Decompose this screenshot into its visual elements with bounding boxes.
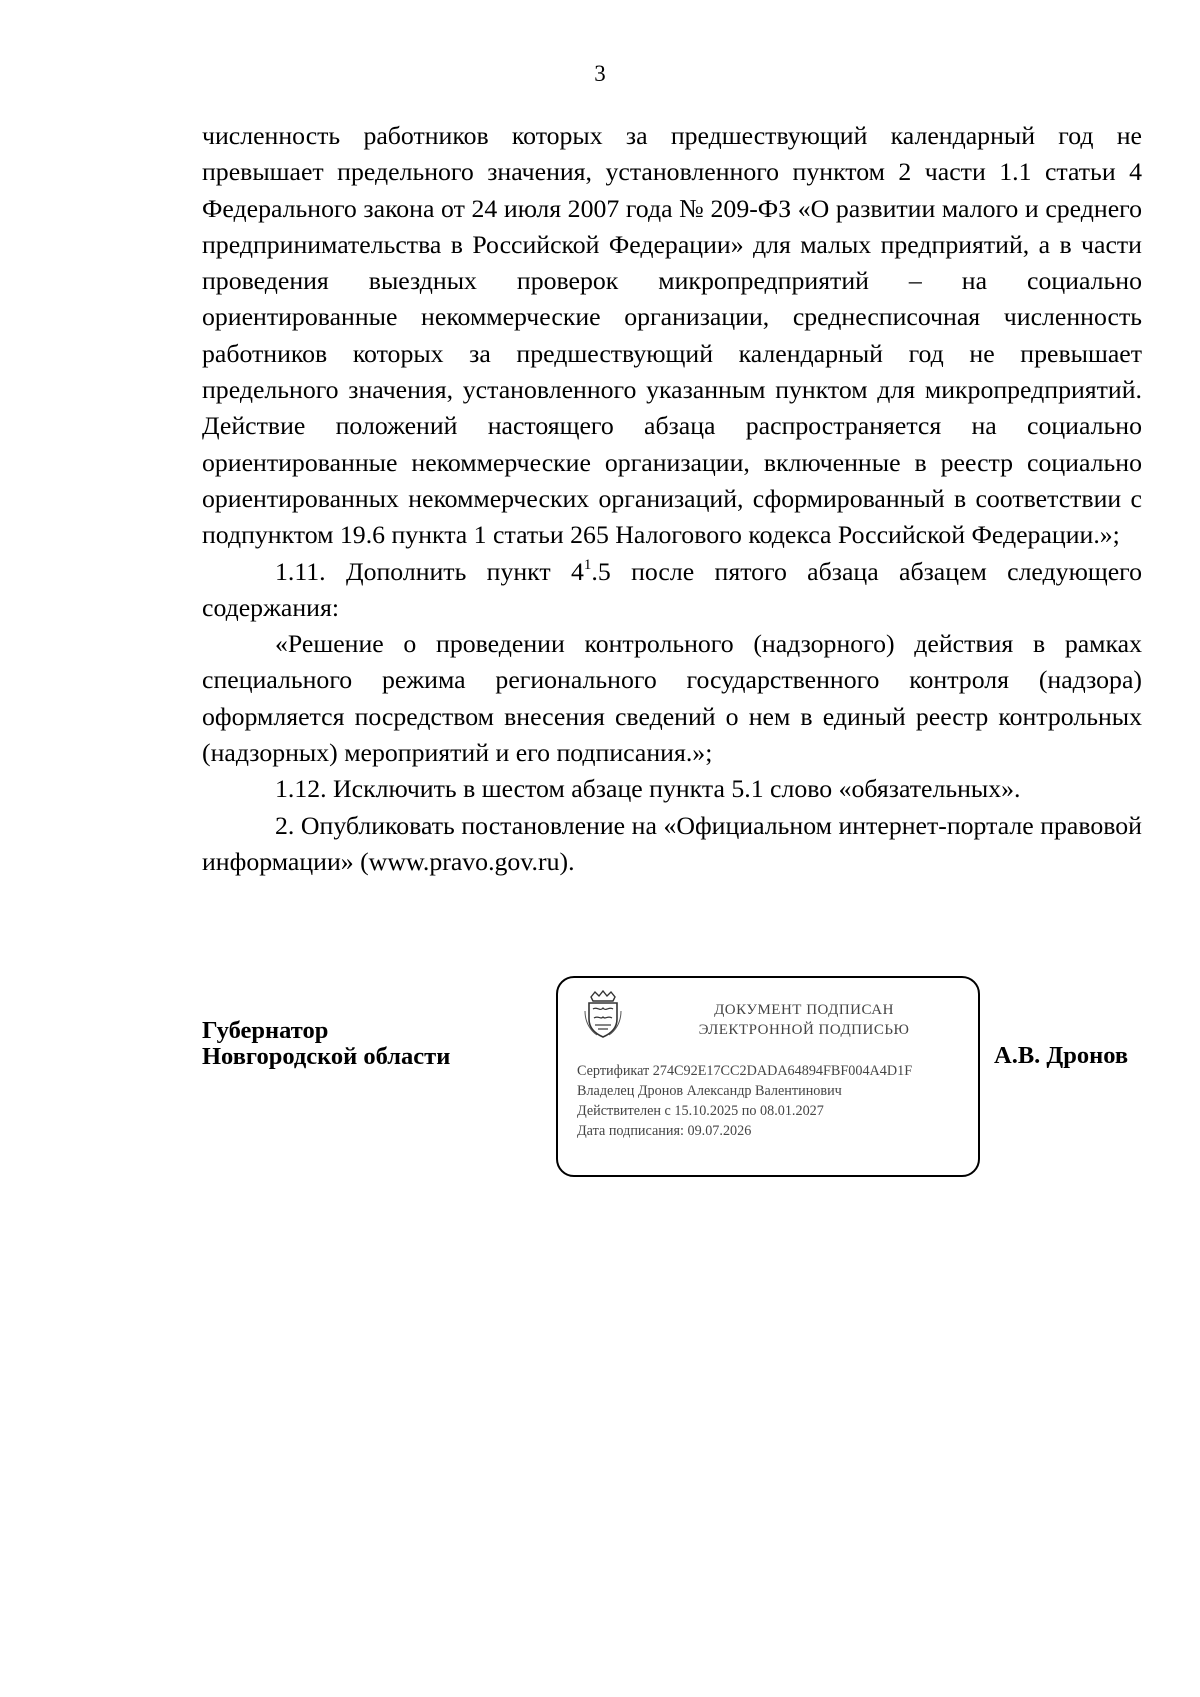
item-1-11-after: .5 после пятого абзаца абзацем следующего содержания: — [202, 556, 1142, 622]
page-number: 3 — [594, 61, 606, 86]
item-1-11-before: 1.11. Дополнить пункт 4 — [275, 556, 584, 586]
item-1-12: 1.12. Исключить в шестом абзаце пункта 5.1 слово «обязательных». — [275, 774, 1021, 804]
stamp-certificate: Сертификат 274C92E17CC2DADA64894FBF004A4D1F — [577, 1063, 913, 1079]
signatory-title-line1: Губернатор — [202, 1017, 329, 1044]
signatory-title-line2: Новгородской области — [202, 1043, 451, 1070]
item-2: 2. Опубликовать постановление на «Официальном интернет-портале правовой информации» (www.pravo.gov.ru). — [202, 810, 1142, 876]
stamp-signed-date: Дата подписания: 09.07.2026 — [577, 1123, 752, 1139]
novgorod-coat-of-arms-icon — [583, 989, 623, 1039]
stamp-validity: Действителен с 15.10.2025 по 08.01.2027 — [577, 1103, 824, 1119]
signatory-title — [202, 1018, 450, 1070]
stamp-heading — [638, 1000, 970, 1040]
stamp-details — [577, 1061, 972, 1141]
stamp-owner: Владелец Дронов Александр Валентинович — [577, 1083, 842, 1099]
document-body — [202, 118, 1142, 880]
signatory-name: А.В. Дронов — [994, 1042, 1129, 1069]
stamp-heading-line1: ДОКУМЕНТ ПОДПИСАН — [714, 1002, 894, 1018]
paragraph-continuation: численность работников которых за предшествующий календарный год не превышает предельного значения, установленного пунктом 2 части 1.1 статьи 4 Федерального закона от 24 июля 2007 года № 209-ФЗ «О развитии малого и среднего предпринимательства в Российской Федерации» для малых предприятий, а в части проведения выездных проверок микропредприятий – на социально ориентированные некоммерческие организации, среднесписочная численность работников которых за предшествующий календарный год не превышает предельного значения, установленного указанным пунктом для микропредприятий. Действие положений настоящего абзаца распространяется на социально ориентированные некоммерческие организации, включенные в реестр социально ориентированных некоммерческих организаций, сформированный в соответствии с подпунктом 19.6 пункта 1 статьи 265 Налогового кодекса Российской Федерации.»; — [202, 121, 1142, 550]
quote-paragraph: «Решение о проведении контрольного (надзорного) действия в рамках специального режима регионального государственного контроля (надзора) оформляется посредством внесения сведений о нем в единый реестр контрольных (надзорных) мероприятий и его подписания.»; — [202, 629, 1142, 768]
item-1-11 — [202, 554, 1142, 627]
stamp-heading-line2: ЭЛЕКТРОННОЙ ПОДПИСЬЮ — [698, 1022, 910, 1038]
electronic-signature-stamp — [556, 976, 980, 1177]
item-1-11-superscript: 1 — [583, 556, 592, 573]
